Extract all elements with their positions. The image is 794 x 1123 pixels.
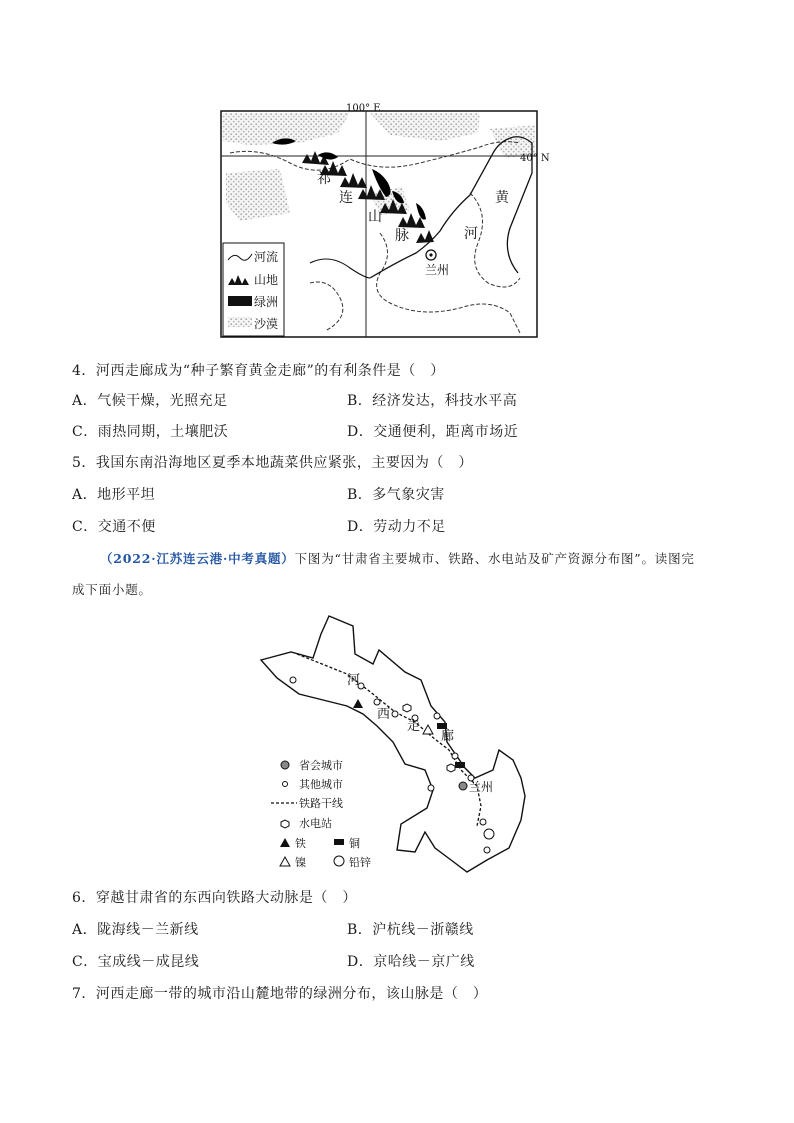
legend-label: 镍 — [295, 856, 306, 869]
option-d[interactable]: D．交通便利，距离市场近 — [347, 424, 519, 440]
mountain-char: 脉 — [395, 228, 409, 244]
lanzhou-capital-marker — [459, 782, 467, 790]
source-tag: （2022·江苏连云港·中考真题） — [100, 551, 295, 566]
gansu-map — [255, 610, 535, 875]
option-c[interactable]: C．宝成线－成昆线 — [72, 954, 200, 970]
river-char: 河 — [464, 226, 478, 242]
city-legend-icon — [283, 782, 288, 787]
capital-legend-icon — [281, 761, 289, 769]
option-b[interactable]: B．经济发达，科技水平高 — [347, 393, 518, 409]
intro-line-1 — [100, 549, 695, 567]
option-d[interactable]: D．劳动力不足 — [347, 519, 446, 535]
legend-label: 铁 — [295, 837, 306, 850]
lanzhou-label: 兰州 — [425, 263, 450, 277]
hydro-legend-icon — [281, 820, 289, 828]
intro-text: 下图为“甘肃省主要城市、铁路、水电站及矿产资源分布图”。读图完 — [294, 551, 695, 566]
option-a[interactable]: A．气候干燥，光照充足 — [72, 393, 228, 409]
copper-legend-icon — [334, 839, 344, 845]
corridor-char: 走 — [407, 719, 421, 734]
lanzhou-label: 兰州 — [469, 780, 494, 794]
option-a[interactable]: A．陇海线－兰新线 — [72, 922, 199, 938]
option-b[interactable]: B．沪杭线－浙赣线 — [347, 922, 474, 938]
legend-label: 铁路干线 — [299, 797, 343, 810]
river-char: 黄 — [495, 190, 509, 206]
lat-label: 40° N — [520, 153, 550, 164]
option-c[interactable]: C．雨热同期，土壤肥沃 — [72, 424, 229, 440]
nickel-legend-icon — [280, 857, 290, 866]
legend-label: 水电站 — [299, 817, 332, 830]
option-d[interactable]: D．京哈线－京广线 — [347, 954, 475, 970]
legend-label: 沙漠 — [254, 317, 279, 331]
corridor-char: 西 — [377, 707, 391, 722]
mountain-char: 山 — [368, 209, 382, 225]
corridor-char: 河 — [347, 673, 361, 688]
mountain-char: 连 — [339, 190, 353, 206]
legend-label: 其他城市 — [299, 778, 343, 791]
legend-label: 铜 — [349, 837, 360, 850]
copper-icon — [455, 762, 465, 768]
question-7-stem: 7．河西走廊一带的城市沿山麓地带的绿洲分布，该山脉是（ ） — [72, 986, 488, 1002]
hexi-corridor-map — [220, 103, 550, 340]
legend-label: 省会城市 — [299, 759, 343, 772]
corridor-char: 廊 — [441, 729, 455, 744]
lon-label: 100° E — [346, 103, 381, 114]
lead-zinc-icon — [484, 829, 494, 839]
oasis-legend-icon — [228, 296, 252, 306]
desert-legend-icon — [228, 317, 252, 327]
lead-zinc-legend-icon — [334, 856, 344, 866]
mountain-char: 祁 — [317, 171, 331, 187]
option-a[interactable]: A．地形平坦 — [72, 487, 156, 503]
intro-line-2: 成下面小题。 — [72, 582, 152, 597]
legend-label: 绿洲 — [254, 295, 279, 309]
legend-label: 河流 — [254, 250, 279, 264]
map1-legend — [223, 243, 284, 336]
iron-legend-icon — [280, 838, 290, 847]
legend-label: 铅锌 — [349, 856, 371, 869]
legend-label: 山地 — [254, 273, 279, 287]
map2-legend — [271, 758, 371, 869]
question-4-stem: 4．河西走廊成为“种子繁育黄金走廊”的有利条件是（ ） — [72, 363, 445, 379]
question-6-stem: 6．穿越甘肃省的东西向铁路大动脉是（ ） — [72, 890, 357, 906]
desert-area-west — [226, 169, 290, 221]
option-b[interactable]: B．多气象灾害 — [347, 487, 445, 503]
question-5-stem: 5．我国东南沿海地区夏季本地蔬菜供应紧张，主要因为（ ） — [72, 455, 473, 471]
option-c[interactable]: C．交通不便 — [72, 519, 156, 535]
